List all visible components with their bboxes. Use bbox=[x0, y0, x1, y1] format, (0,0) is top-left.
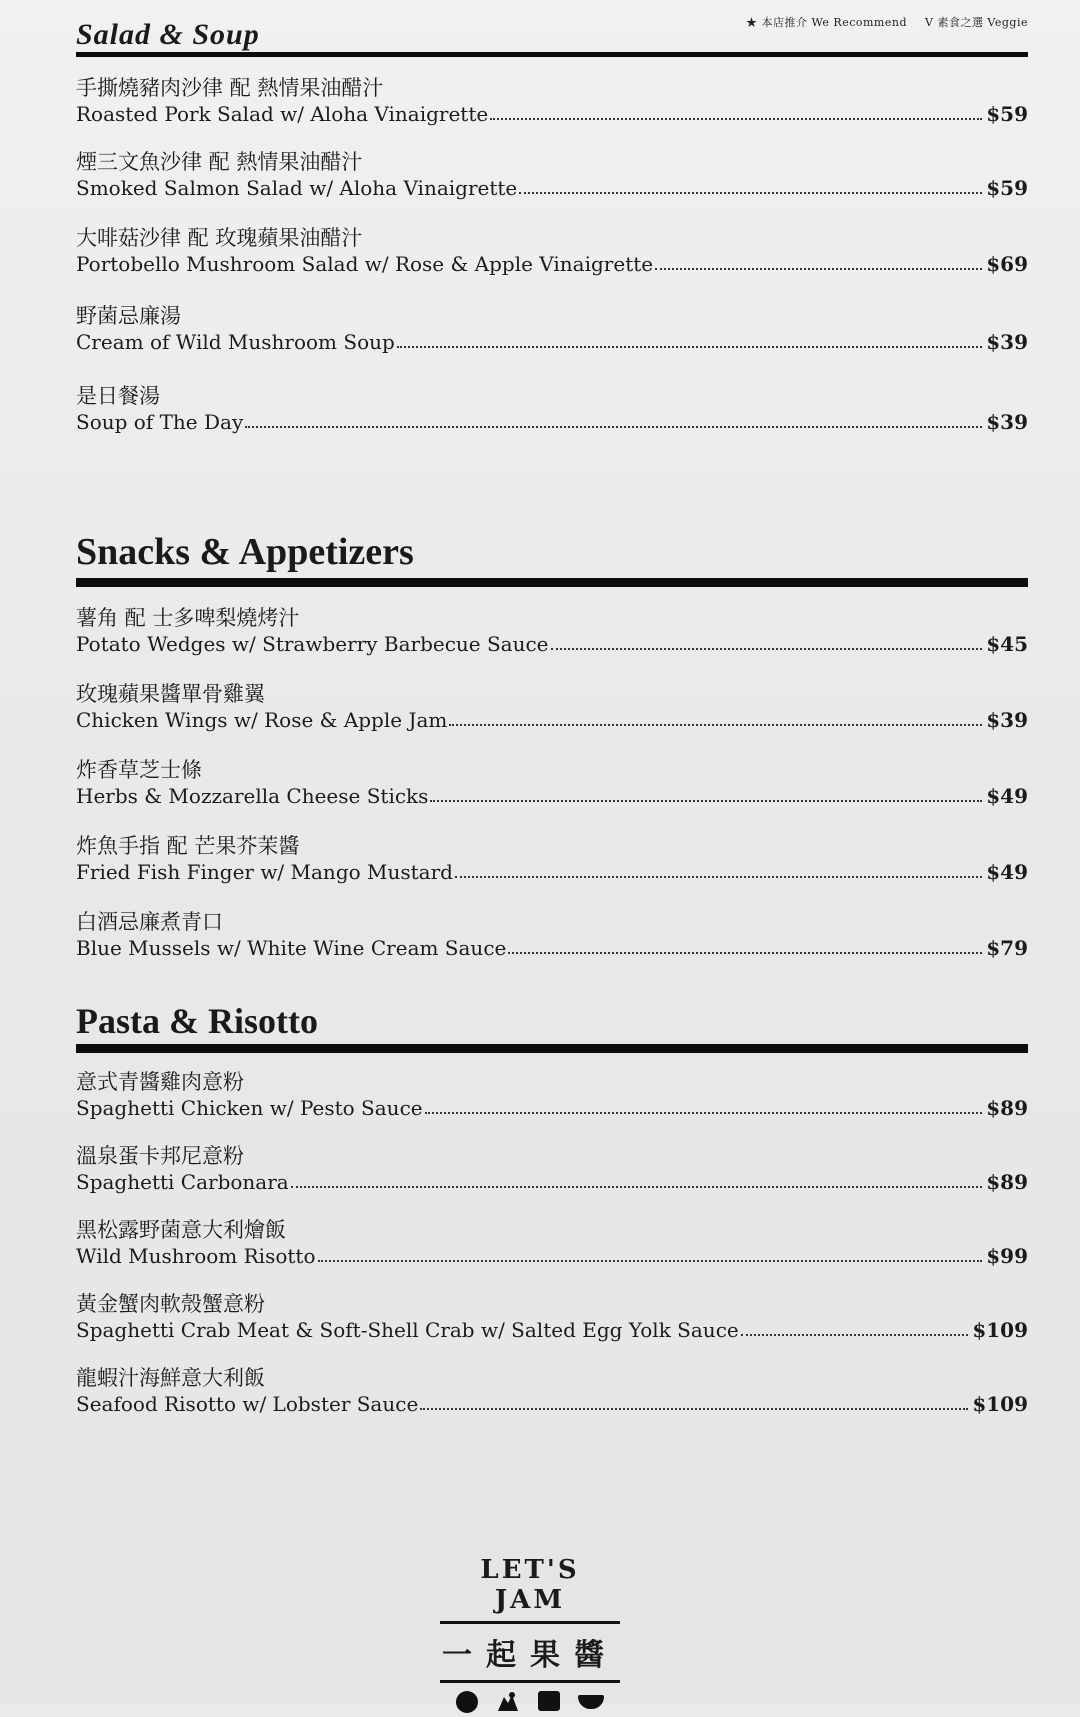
brand-name-cn: 一起果醬 bbox=[442, 1638, 618, 1673]
item-name-en: Herbs & Mozzarella Cheese Sticks bbox=[76, 784, 429, 808]
menu-item bbox=[76, 75, 1028, 127]
section-rule bbox=[76, 52, 1028, 57]
circle-icon bbox=[456, 1691, 478, 1713]
item-price: $45 bbox=[986, 632, 1028, 656]
square-icon bbox=[538, 1691, 560, 1711]
section-rule bbox=[76, 1044, 1028, 1053]
leader-dots bbox=[655, 268, 982, 270]
item-price: $49 bbox=[986, 784, 1028, 808]
item-price: $89 bbox=[986, 1096, 1028, 1120]
leader-dots bbox=[425, 1112, 983, 1114]
item-name-cn: 黃金蟹肉軟殼蟹意粉 bbox=[76, 1292, 265, 1316]
item-price: $39 bbox=[986, 708, 1028, 732]
item-price: $69 bbox=[986, 252, 1028, 276]
leader-dots bbox=[397, 346, 982, 348]
menu-item bbox=[76, 757, 1028, 809]
menu-item bbox=[76, 303, 1028, 355]
item-name-en: Smoked Salmon Salad w/ Aloha Vinaigrette bbox=[76, 176, 518, 200]
menu-item bbox=[76, 225, 1028, 277]
leader-dots bbox=[291, 1186, 983, 1188]
brand-icons bbox=[440, 1691, 620, 1713]
leader-dots bbox=[519, 192, 982, 194]
menu-item bbox=[76, 1291, 1028, 1343]
bowl-icon bbox=[578, 1695, 604, 1709]
legend-veggie: V 素食之選 Veggie bbox=[925, 16, 1028, 29]
item-name-cn: 是日餐湯 bbox=[76, 384, 160, 408]
leader-dots bbox=[741, 1334, 969, 1336]
item-name-cn: 白酒忌廉煮青口 bbox=[76, 910, 223, 934]
item-price: $49 bbox=[986, 860, 1028, 884]
item-price: $79 bbox=[986, 936, 1028, 960]
menu-item bbox=[76, 833, 1028, 885]
item-name-cn: 玫瑰蘋果醬單骨雞翼 bbox=[76, 682, 265, 706]
legend-recommend: ★ 本店推介 We Recommend bbox=[746, 16, 907, 29]
leader-dots bbox=[318, 1260, 983, 1262]
item-name-cn: 黑松露野菌意大利燴飯 bbox=[76, 1218, 286, 1242]
item-name-cn: 薯角 配 士多啤梨燒烤汁 bbox=[76, 606, 300, 630]
brand-divider bbox=[440, 1621, 620, 1624]
section-pasta-risotto bbox=[76, 1000, 1028, 1417]
leader-dots bbox=[430, 800, 982, 802]
brand-name-en: LET'S JAM bbox=[480, 1555, 580, 1615]
fruit-icon bbox=[496, 1691, 520, 1713]
item-name-cn: 意式青醬雞肉意粉 bbox=[76, 1070, 244, 1094]
item-name-cn: 野菌忌廉湯 bbox=[76, 304, 181, 328]
item-price: $59 bbox=[986, 102, 1028, 126]
item-name-en: Seafood Risotto w/ Lobster Sauce bbox=[76, 1392, 419, 1416]
item-name-en: Portobello Mushroom Salad w/ Rose & Apple Vinaigrette bbox=[76, 252, 654, 276]
menu-item bbox=[76, 1143, 1028, 1195]
item-name-en: Spaghetti Crab Meat & Soft-Shell Crab w/ Salted Egg Yolk Sauce bbox=[76, 1318, 739, 1342]
menu-item bbox=[76, 1069, 1028, 1121]
menu-item bbox=[76, 909, 1028, 961]
item-name-cn: 煙三文魚沙律 配 熱情果油醋汁 bbox=[76, 150, 363, 174]
menu-item bbox=[76, 1365, 1028, 1417]
item-name-en: Wild Mushroom Risotto bbox=[76, 1244, 316, 1268]
item-name-en: Soup of The Day bbox=[76, 410, 244, 434]
menu-item bbox=[76, 383, 1028, 435]
item-name-cn: 溫泉蛋卡邦尼意粉 bbox=[76, 1144, 244, 1168]
item-name-cn: 大啡菇沙律 配 玫瑰蘋果油醋汁 bbox=[76, 226, 363, 250]
item-name-en: Roasted Pork Salad w/ Aloha Vinaigrette bbox=[76, 102, 489, 126]
item-name-en: Potato Wedges w/ Strawberry Barbecue Sauce bbox=[76, 632, 549, 656]
leader-dots bbox=[449, 724, 982, 726]
brand-logo bbox=[440, 1555, 620, 1713]
item-name-en: Cream of Wild Mushroom Soup bbox=[76, 330, 395, 354]
item-price: $89 bbox=[986, 1170, 1028, 1194]
section-title: Pasta & Risotto bbox=[76, 1001, 318, 1041]
leader-dots bbox=[551, 648, 983, 650]
item-name-en: Chicken Wings w/ Rose & Apple Jam bbox=[76, 708, 448, 732]
item-name-en: Blue Mussels w/ White Wine Cream Sauce bbox=[76, 936, 507, 960]
item-price: $109 bbox=[972, 1318, 1028, 1342]
item-price: $59 bbox=[986, 176, 1028, 200]
leader-dots bbox=[245, 426, 982, 428]
item-name-en: Spaghetti Carbonara bbox=[76, 1170, 289, 1194]
leader-dots bbox=[508, 952, 982, 954]
item-name-cn: 炸香草芝士條 bbox=[76, 758, 202, 782]
section-rule bbox=[76, 578, 1028, 587]
item-name-cn: 龍蝦汁海鮮意大利飯 bbox=[76, 1366, 265, 1390]
leader-dots bbox=[420, 1408, 968, 1410]
section-salad-soup bbox=[76, 18, 1028, 435]
section-title: Snacks & Appetizers bbox=[76, 531, 414, 573]
item-name-cn: 手撕燒豬肉沙律 配 熱情果油醋汁 bbox=[76, 76, 384, 100]
section-title: Salad & Soup bbox=[76, 18, 260, 51]
leader-dots bbox=[455, 876, 982, 878]
menu-item bbox=[76, 1217, 1028, 1269]
menu-item bbox=[76, 149, 1028, 201]
section-snacks-appetizers bbox=[76, 530, 1028, 961]
item-price: $39 bbox=[986, 330, 1028, 354]
item-price: $99 bbox=[986, 1244, 1028, 1268]
menu-item bbox=[76, 681, 1028, 733]
item-name-en: Spaghetti Chicken w/ Pesto Sauce bbox=[76, 1096, 423, 1120]
leader-dots bbox=[490, 118, 982, 120]
item-price: $109 bbox=[972, 1392, 1028, 1416]
menu-item bbox=[76, 605, 1028, 657]
item-name-cn: 炸魚手指 配 芒果芥茉醬 bbox=[76, 834, 300, 858]
item-name-en: Fried Fish Finger w/ Mango Mustard bbox=[76, 860, 453, 884]
brand-divider bbox=[440, 1680, 620, 1683]
item-price: $39 bbox=[986, 410, 1028, 434]
